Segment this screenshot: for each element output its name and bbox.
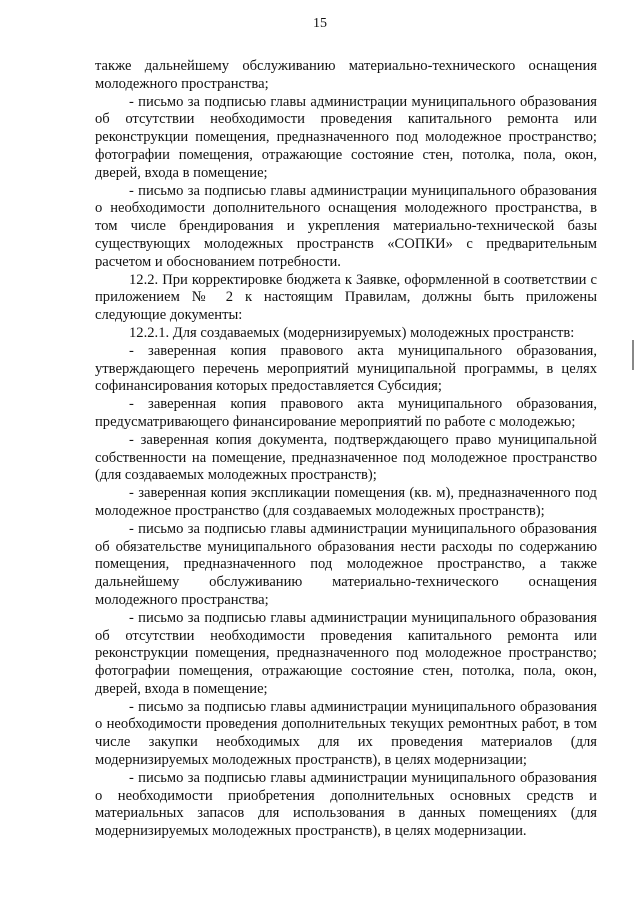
document-body — [95, 58, 597, 841]
paragraph-ownership-document: - заверенная копия документа, подтверждающего право муниципальной собственности на помещение, предназначенное под молодежное пространство (для создаваемых молодежных пространств); — [95, 431, 597, 484]
paragraph-letter-equipment: - письмо за подписью главы администрации муниципального образования о необходимости дополнительного оснащения молодежного пространства, в том числе брендирования и укрепления материально-технической базы существующих молодежных пространств «СОПКИ» с предварительным расчетом и обоснованием потребности. — [95, 182, 597, 270]
paragraph-12-2-1: 12.2.1. Для создаваемых (модернизируемых) молодежных пространств: — [129, 324, 575, 341]
paragraph-legal-act-program: - заверенная копия правового акта муниципального образования, утверждающего перечень мероприятий муниципальной программы, в целях софинансирования которых предоставляется Субсидия; — [95, 342, 597, 395]
paragraph-letter-obligation: - письмо за подписью главы администрации муниципального образования об обязательстве муниципального образования нести расходы по содержанию помещения, предназначенного под молодежное пространство, а также дальнейшему обслуживанию материально-технического оснащения молодежного пространства; — [95, 520, 597, 608]
paragraph-legal-act-financing: - заверенная копия правового акта муниципального образования, предусматривающего финансирование мероприятий по работе с молодежью; — [95, 396, 597, 430]
paragraph-explication: - заверенная копия экспликации помещения (кв. м), предназначенного под молодежное пространство (для создаваемых молодежных пространств); — [95, 485, 597, 519]
paragraph-letter-no-repair: - письмо за подписью главы администрации муниципального образования об отсутствии необходимости проведения капитального ремонта или реконструкции помещения, предназначенного под молодежное пространство; фотографии помещения, отражающие состояние стен, потолка, пола, окон, дверей, входа в помещение; — [95, 93, 597, 181]
page-number: 15 — [313, 16, 327, 31]
paragraph-letter-current-repairs: - письмо за подписью главы администрации муниципального образования о необходимости проведения дополнительных текущих ремонтных работ, в том числе закупки необходимых для их проведения материалов (для модернизируемых молодежных пространств), в целях модернизации; — [95, 698, 597, 769]
scan-edge-mark — [632, 340, 634, 370]
paragraph-continuation: также дальнейшему обслуживанию материально-технического оснащения молодежного пространства; — [95, 58, 597, 92]
paragraph-letter-no-repair-2: - письмо за подписью главы администрации муниципального образования об отсутствии необходимости проведения капитального ремонта или реконструкции помещения, предназначенного под молодежное пространство; фотографии помещения, отражающие состояние стен, потолка, пола, окон, дверей, входа в помещение; — [95, 609, 597, 697]
paragraph-12-2: 12.2. При корректировке бюджета к Заявке, оформленной в соответствии с приложением № 2 к настоящим Правилам, должны быть приложены следующие документы: — [95, 271, 597, 324]
paragraph-letter-fixed-assets: - письмо за подписью главы администрации муниципального образования о необходимости приобретения дополнительных основных средств и материальных запасов для использования в данных помещениях (для модернизируемых молодежных пространств), в целях модернизации. — [95, 769, 597, 840]
